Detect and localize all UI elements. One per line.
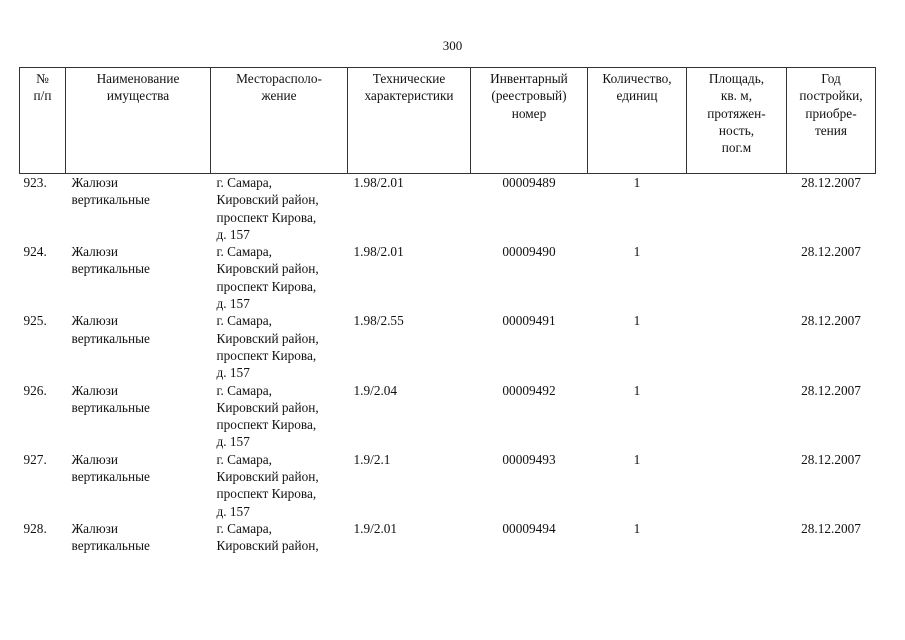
table-row — [20, 382, 876, 451]
column-header-area — [687, 68, 787, 174]
column-header-line: № — [36, 71, 49, 86]
cell-location — [211, 174, 348, 244]
cell-year: 28.12.2007 — [801, 382, 861, 398]
cell-quantity: 1 — [633, 382, 641, 398]
cell-name — [66, 451, 211, 520]
cell-quantity: 1 — [633, 451, 641, 467]
column-header-line: пог.м — [721, 140, 752, 156]
table-row — [20, 312, 876, 381]
column-header-line: Год — [821, 71, 841, 86]
column-header-line: Площадь, — [708, 71, 765, 86]
cell-name — [66, 312, 211, 381]
cell-area — [687, 451, 787, 520]
cell-line: д. 157 — [216, 226, 250, 242]
cell-line: вертикальные — [71, 538, 150, 554]
cell-line: Кировский район, — [216, 399, 319, 415]
cell-line: проспект Кирова, — [216, 486, 317, 502]
cell-inventory: 00009494 — [502, 520, 556, 536]
cell-line: Жалюзи — [71, 520, 119, 536]
cell-line: вертикальные — [71, 192, 150, 208]
cell-area — [687, 520, 787, 589]
cell-location — [211, 520, 348, 589]
cell-line: проспект Кирова, — [216, 278, 317, 294]
cell-location — [211, 243, 348, 312]
column-header-inventory — [471, 68, 588, 174]
column-header-line: постройки, — [799, 88, 863, 104]
cell-line: Жалюзи — [71, 451, 119, 467]
cell-tech: 1.9/2.04 — [353, 382, 398, 398]
cell-line: Жалюзи — [71, 382, 119, 398]
cell-num: 923. — [23, 175, 47, 190]
column-header-line: Месторасполо- — [236, 71, 322, 86]
column-header-year — [787, 68, 876, 174]
cell-line: Кировский район, — [216, 261, 319, 277]
cell-area — [687, 174, 787, 244]
cell-area — [687, 382, 787, 451]
cell-line: Жалюзи — [71, 244, 119, 260]
cell-line: Кировский район, — [216, 469, 319, 485]
column-header-tech — [348, 68, 471, 174]
column-header-quantity — [588, 68, 687, 174]
cell-line: вертикальные — [71, 399, 150, 415]
cell-num: 925. — [23, 313, 47, 329]
column-header-line: жение — [261, 88, 297, 104]
column-header-line: единиц — [616, 88, 658, 104]
cell-tech: 1.98/2.01 — [353, 175, 404, 190]
cell-location — [211, 312, 348, 381]
cell-line: Кировский район, — [216, 330, 319, 346]
cell-line: вертикальные — [71, 469, 150, 485]
table-row — [20, 243, 876, 312]
column-header-line: Количество, — [602, 71, 672, 86]
cell-line: д. 157 — [216, 296, 250, 312]
cell-quantity: 1 — [633, 520, 641, 536]
cell-num: 926. — [23, 382, 47, 398]
column-header-num — [20, 68, 66, 174]
cell-line: Кировский район, — [216, 192, 319, 208]
table-row — [20, 520, 876, 589]
table-header-row — [20, 68, 876, 174]
column-header-line: Наименование — [96, 71, 180, 86]
cell-line: г. Самара, — [216, 313, 272, 329]
table-body — [20, 174, 876, 589]
cell-line: вертикальные — [71, 261, 150, 277]
cell-line: д. 157 — [216, 503, 250, 519]
column-header-location — [211, 68, 348, 174]
cell-tech: 1.98/2.55 — [353, 313, 404, 329]
cell-line: д. 157 — [216, 434, 250, 450]
cell-inventory: 00009492 — [502, 382, 556, 398]
column-header-line: кв. м, — [720, 88, 753, 104]
cell-name — [66, 174, 211, 244]
cell-line: г. Самара, — [216, 382, 272, 398]
cell-line: д. 157 — [216, 365, 250, 381]
column-header-line: Технические — [372, 71, 446, 86]
cell-location — [211, 451, 348, 520]
cell-tech: 1.9/2.1 — [353, 451, 391, 467]
column-header-line: тения — [814, 122, 848, 138]
cell-line: Жалюзи — [71, 313, 119, 329]
column-header-line: (реестровый) — [491, 88, 567, 104]
cell-quantity: 1 — [633, 313, 641, 329]
cell-line: г. Самара, — [216, 175, 272, 190]
cell-area — [687, 312, 787, 381]
column-header-line: приобре- — [805, 105, 857, 121]
cell-quantity: 1 — [633, 175, 641, 190]
cell-year: 28.12.2007 — [801, 313, 861, 329]
table-row — [20, 174, 876, 244]
cell-inventory: 00009490 — [502, 244, 556, 260]
cell-line: проспект Кирова, — [216, 347, 317, 363]
cell-line: г. Самара, — [216, 520, 272, 536]
cell-name — [66, 243, 211, 312]
table-row — [20, 451, 876, 520]
column-header-name — [66, 68, 211, 174]
cell-year: 28.12.2007 — [801, 175, 861, 190]
cell-inventory: 00009489 — [502, 175, 556, 190]
cell-inventory: 00009493 — [502, 451, 556, 467]
cell-tech: 1.9/2.01 — [353, 520, 398, 536]
column-header-line: Инвентарный — [490, 71, 568, 86]
column-header-line: ность, — [718, 122, 755, 138]
column-header-line: характеристики — [364, 88, 454, 104]
cell-line: проспект Кирова, — [216, 417, 317, 433]
cell-line: Кировский район, — [216, 538, 319, 554]
cell-line: г. Самара, — [216, 244, 272, 260]
cell-line: г. Самара, — [216, 451, 272, 467]
cell-inventory: 00009491 — [502, 313, 556, 329]
cell-name — [66, 382, 211, 451]
cell-year: 28.12.2007 — [801, 244, 861, 260]
column-header-line: протяжен- — [707, 105, 766, 121]
cell-tech: 1.98/2.01 — [353, 244, 404, 260]
cell-line: проспект Кирова, — [216, 209, 317, 225]
cell-year: 28.12.2007 — [801, 451, 861, 467]
page-number: 300 — [442, 38, 463, 53]
cell-quantity: 1 — [633, 244, 641, 260]
property-registry-table — [19, 67, 876, 589]
cell-location — [211, 382, 348, 451]
cell-num: 924. — [23, 244, 47, 260]
cell-line: Жалюзи — [71, 175, 119, 190]
cell-name — [66, 520, 211, 589]
cell-num: 928. — [23, 520, 47, 536]
cell-year: 28.12.2007 — [801, 520, 861, 536]
column-header-line: имущества — [106, 88, 170, 104]
column-header-line: номер — [511, 105, 547, 121]
cell-line: вертикальные — [71, 330, 150, 346]
cell-num: 927. — [23, 451, 47, 467]
cell-area — [687, 243, 787, 312]
column-header-line: п/п — [33, 88, 52, 104]
